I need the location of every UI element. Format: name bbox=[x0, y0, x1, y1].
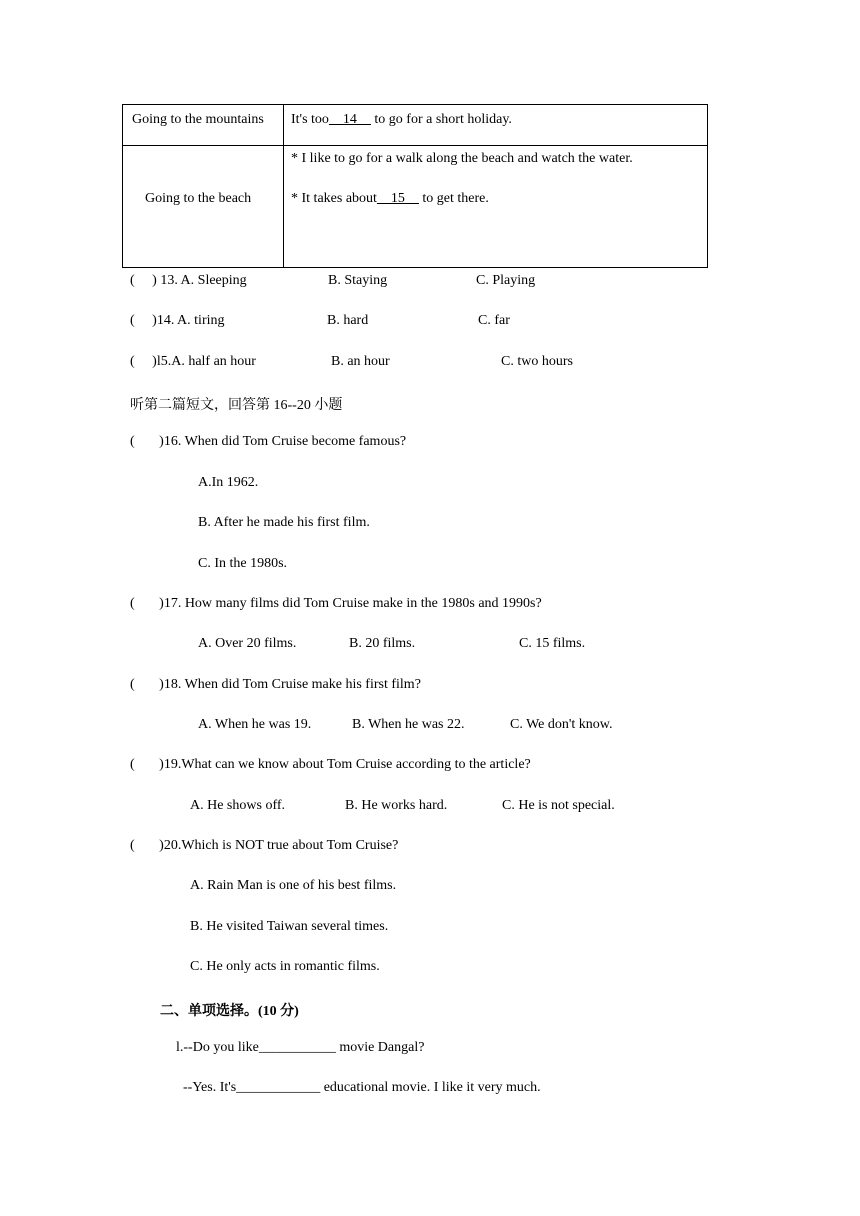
question-19-option-a: A. He shows off. bbox=[190, 798, 286, 813]
question-17-option-b: B. 20 films. bbox=[349, 636, 416, 651]
part-2-title: 二、单项选择。(10 分) bbox=[160, 1004, 299, 1019]
question-13-option-c: C. Playing bbox=[476, 273, 536, 288]
question-17-option-a: A. Over 20 films. bbox=[198, 636, 297, 651]
beach-line-1: * I like to go for a walk along the beach and watch the water. bbox=[291, 151, 633, 166]
beach-line-2 bbox=[291, 191, 489, 207]
row-label-beach: Going to the beach bbox=[145, 191, 252, 206]
table-row bbox=[123, 146, 708, 268]
question-15-option-b: B. an hour bbox=[331, 354, 390, 369]
table-cell bbox=[284, 146, 708, 268]
mc-question-1-line-1: l.--Do you like___________ movie Dangal? bbox=[176, 1040, 425, 1055]
question-20-option-a: A. Rain Man is one of his best films. bbox=[190, 878, 397, 893]
info-table bbox=[122, 104, 708, 268]
question-17-option-c: C. 15 films. bbox=[519, 636, 586, 651]
mountains-text bbox=[291, 112, 512, 128]
question-16-option-c: C. In the 1980s. bbox=[198, 556, 288, 571]
question-18-option-b: B. When he was 22. bbox=[352, 717, 465, 732]
question-17-stem: ( )17. How many films did Tom Cruise make in the 1980s and 1990s? bbox=[130, 596, 542, 611]
question-19-option-b: B. He works hard. bbox=[345, 798, 448, 813]
question-13-stem: ( ) 13. A. Sleeping bbox=[130, 273, 247, 288]
blank-15: 15 bbox=[376, 191, 419, 206]
question-15-option-c: C. two hours bbox=[501, 354, 573, 369]
table-cell bbox=[123, 105, 284, 146]
question-20-stem: ( )20.Which is NOT true about Tom Cruise? bbox=[130, 838, 399, 853]
question-20-option-b: B. He visited Taiwan several times. bbox=[190, 919, 389, 934]
row-label-mountains: Going to the mountains bbox=[132, 112, 264, 127]
table-cell bbox=[123, 146, 284, 268]
question-16-option-b: B. After he made his first film. bbox=[198, 515, 370, 530]
question-18-option-c: C. We don't know. bbox=[510, 717, 613, 732]
table-row bbox=[123, 105, 708, 146]
question-13-option-b: B. Staying bbox=[328, 273, 388, 288]
question-14-stem: ( )14. A. tiring bbox=[130, 313, 225, 328]
question-19-option-c: C. He is not special. bbox=[502, 798, 615, 813]
table-cell bbox=[284, 105, 708, 146]
question-14-option-b: B. hard bbox=[327, 313, 369, 328]
question-14-option-c: C. far bbox=[478, 313, 510, 328]
text-after-blank: to go for a short holiday. bbox=[370, 112, 512, 127]
question-16-stem: ( )16. When did Tom Cruise become famous? bbox=[130, 434, 407, 449]
text-before-blank: * It takes about bbox=[291, 191, 377, 206]
question-18-stem: ( )18. When did Tom Cruise make his first film? bbox=[130, 677, 421, 692]
mc-question-1-line-2: --Yes. It's____________ educational movie. I like it very much. bbox=[183, 1080, 541, 1095]
question-15-stem: ( )l5.A. half an hour bbox=[130, 354, 256, 369]
question-20-option-c: C. He only acts in romantic films. bbox=[190, 959, 380, 974]
question-18-option-a: A. When he was 19. bbox=[198, 717, 312, 732]
section-heading: 听第二篇短文，回答第 16--20 小题 bbox=[130, 398, 343, 413]
text-before-blank: It's too bbox=[291, 112, 329, 127]
question-19-stem: ( )19.What can we know about Tom Cruise according to the article? bbox=[130, 757, 531, 772]
question-16-option-a: A.In 1962. bbox=[198, 475, 259, 490]
text-after-blank: to get there. bbox=[418, 191, 489, 206]
blank-14: 14 bbox=[328, 112, 371, 127]
